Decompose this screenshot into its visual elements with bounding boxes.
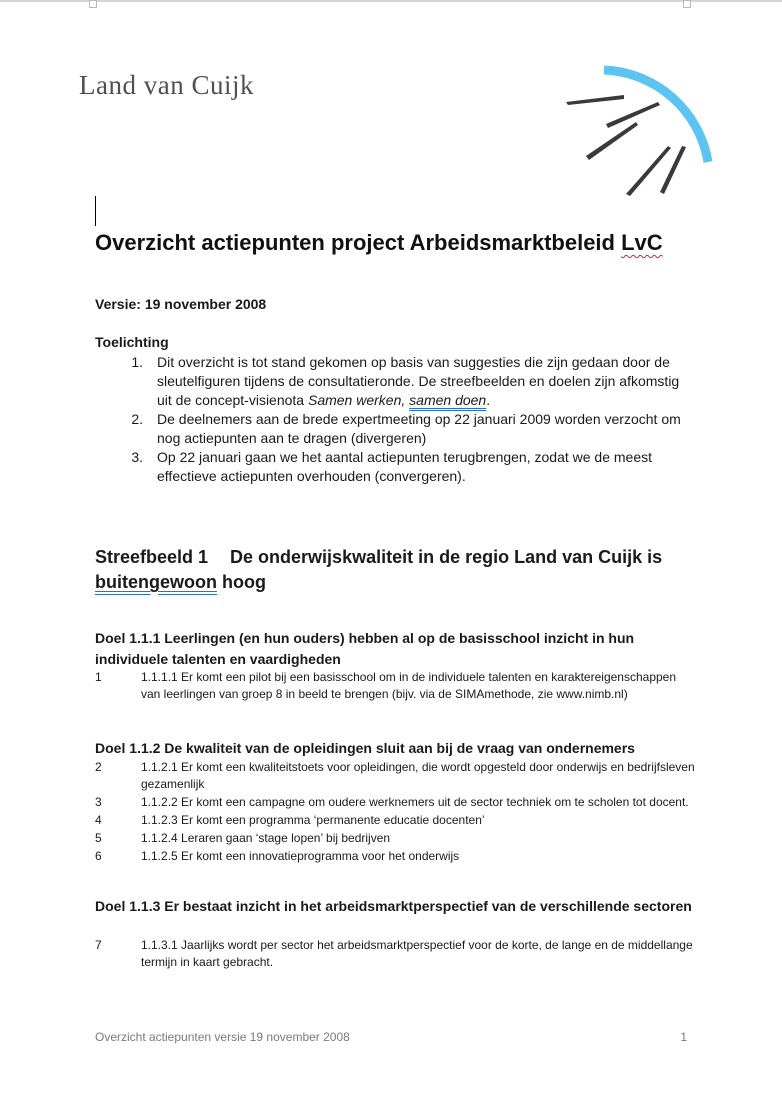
title-text: Overzicht actiepunten project Arbeidsmarktbeleid bbox=[95, 230, 622, 255]
page-footer bbox=[95, 1030, 687, 1044]
page-number: 1 bbox=[680, 1030, 687, 1044]
action-item bbox=[95, 759, 695, 793]
intro-item bbox=[95, 448, 695, 486]
action-item bbox=[95, 794, 695, 811]
action-item-text: 1.1.2.3 Er komt een programma ‘permanente educatie docenten’ bbox=[141, 813, 485, 827]
streefbeeld-label: Streefbeeld 1 bbox=[95, 547, 209, 567]
action-item-text: 1.1.2.4 Leraren gaan ‘stage lopen’ bij bedrijven bbox=[141, 831, 391, 845]
intro-item-number: 1. bbox=[131, 354, 143, 370]
action-item bbox=[95, 848, 695, 865]
action-item-number: 3 bbox=[95, 795, 102, 809]
margin-marker-left bbox=[89, 0, 97, 8]
intro-item-text: Op 22 januari gaan we het aantal actiepunten terugbrengen, zodat we de meest effectieve actiepunten overhouden (convergeren). bbox=[157, 449, 653, 484]
footer-text: Overzicht actiepunten versie 19 november 2008 bbox=[95, 1030, 350, 1044]
intro-item-number: 2. bbox=[131, 411, 143, 427]
intro-text-end: . bbox=[486, 392, 491, 408]
action-item-text: 1.1.2.5 Er komt een innovatieprogramma voor het onderwijs bbox=[141, 849, 460, 863]
action-item-number: 1 bbox=[95, 670, 102, 684]
title-flagged-word[interactable]: LvC bbox=[621, 230, 663, 255]
action-item-number: 6 bbox=[95, 849, 102, 863]
intro-text-part: Dit overzicht is tot stand gekomen op basis van suggesties die zijn gedaan door de sleutelfiguren tijdens de consultatieronde. De streefbeelden en doelen zijn afkomstig uit de concept-visienota bbox=[157, 354, 680, 408]
action-item bbox=[95, 937, 695, 971]
goal-heading: Doel 1.1.2 De kwaliteit van de opleidingen sluit aan bij de vraag van ondernemers bbox=[95, 740, 635, 756]
intro-item bbox=[95, 410, 695, 448]
intro-item-text: De deelnemers aan de brede expertmeeting op 22 januari 2009 worden verzocht om nog actiepunten aan te dragen (divergeren) bbox=[157, 411, 681, 446]
goal-heading: Doel 1.1.3 Er bestaat inzicht in het arbeidsmarktperspectief van de verschillende sectoren bbox=[95, 898, 692, 914]
action-item bbox=[95, 830, 695, 847]
action-item bbox=[95, 669, 695, 703]
action-item-number: 5 bbox=[95, 831, 102, 845]
streefbeeld-flagged-word[interactable]: buitengewoon bbox=[95, 572, 217, 592]
action-item-text: 1.1.2.2 Er komt een campagne om oudere werknemers uit de sector techniek om te scholen tot docent. bbox=[141, 795, 689, 809]
goal-item-list bbox=[95, 759, 695, 866]
intro-item bbox=[95, 353, 695, 410]
intro-heading: Toelichting bbox=[95, 334, 169, 350]
action-item-number: 7 bbox=[95, 938, 102, 952]
action-item bbox=[95, 812, 695, 829]
intro-list bbox=[95, 353, 695, 486]
document-title bbox=[95, 230, 663, 256]
goal-heading: Doel 1.1.1 Leerlingen (en hun ouders) hebben al op de basisschool inzicht in hun individuele talenten en vaardigheden bbox=[95, 630, 635, 667]
streefbeeld-text-end: hoog bbox=[216, 572, 266, 592]
action-item-text: 1.1.1.1 Er komt een pilot bij een basisschool om in de individuele talenten en karaktereigenschappen van leerlingen van groep 8 in beeld te brengen (bijv. via de SIMAmethode, zie www.nimb.nl) bbox=[141, 670, 677, 701]
streefbeeld-text: De onderwijskwaliteit in de regio Land van Cuijk is bbox=[230, 547, 663, 567]
streefbeeld-heading bbox=[95, 545, 695, 595]
intro-item-number: 3. bbox=[131, 449, 143, 465]
action-item-number: 2 bbox=[95, 760, 102, 774]
action-item-number: 4 bbox=[95, 813, 102, 827]
logo-wordmark: Land van Cuijk bbox=[79, 70, 254, 100]
text-cursor bbox=[95, 196, 96, 226]
intro-italic-part: Samen werken, bbox=[307, 392, 410, 408]
action-item-text: 1.1.3.1 Jaarlijks wordt per sector het arbeidsmarktperspectief voor de korte, de lange en de middellange termijn in kaart gebracht. bbox=[141, 938, 693, 969]
action-item-text: 1.1.2.1 Er komt een kwaliteitstoets voor opleidingen, die wordt opgesteld door onderwijs en bedrijfsleven gezamenlijk bbox=[141, 760, 695, 791]
margin-marker-right bbox=[683, 0, 691, 8]
intro-italic-flagged[interactable]: samen doen bbox=[409, 392, 487, 408]
logo-rays-icon bbox=[560, 60, 720, 200]
page-top-rule bbox=[0, 0, 782, 2]
goal-item-list bbox=[95, 937, 695, 972]
version-line: Versie: 19 november 2008 bbox=[95, 296, 267, 312]
goal-item-list bbox=[95, 669, 695, 704]
intro-item-text bbox=[143, 353, 695, 410]
